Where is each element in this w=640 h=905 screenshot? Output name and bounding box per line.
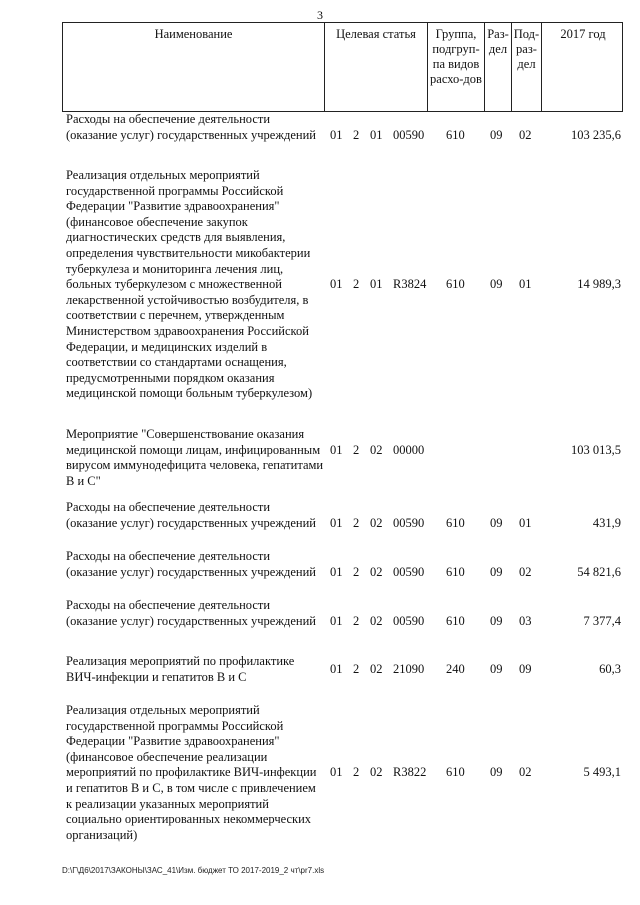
target-code-3: 01 — [370, 127, 383, 142]
target-code-2: 2 — [353, 613, 360, 628]
header-group: Группа, подгруп-па видов расхо-дов — [428, 23, 485, 111]
row-name: Расходы на обеспечение деятельности (оказание услуг) государственных учреждений — [66, 549, 316, 579]
target-code-4: 21090 — [393, 661, 425, 676]
section-code: 09 — [490, 277, 503, 292]
row-name: Реализация мероприятий по профилактике ВИЧ-инфекции и гепатитов В и С — [66, 654, 295, 684]
section-code: 09 — [490, 613, 503, 628]
target-code-1: 01 — [330, 613, 343, 628]
target-code-4: R3824 — [393, 277, 427, 292]
section-code: 09 — [490, 127, 503, 142]
table-row — [62, 703, 623, 843]
section-code: 09 — [490, 564, 503, 579]
target-code-2: 2 — [353, 765, 360, 780]
row-name: Мероприятие "Совершенствование оказания медицинской помощи лицам, инфицированным вирусом иммунодефицита человека, гепатитами В и С" — [66, 427, 324, 488]
target-code-1: 01 — [330, 765, 343, 780]
table-row — [62, 427, 623, 489]
target-code-3: 02 — [370, 613, 383, 628]
target-code-2: 2 — [353, 515, 360, 530]
amount-2017: 14 989,3 — [577, 277, 621, 292]
header-target: Целевая статья — [325, 23, 428, 111]
subsection-code: 09 — [519, 661, 532, 676]
subsection-code: 02 — [519, 127, 532, 142]
header-name: Наименование — [63, 23, 325, 111]
target-code-1: 01 — [330, 277, 343, 292]
file-path-footer: D:\Г\Д6\2017\ЗАКОНЫ\ЗАС_41\Изм. бюджет ТО 2017-2019_2 чт\pr7.xls — [62, 866, 325, 875]
header-subsection: Под-раз-дел — [512, 23, 542, 111]
target-code-4: 00590 — [393, 613, 425, 628]
target-code-1: 01 — [330, 127, 343, 142]
subsection-code: 02 — [519, 765, 532, 780]
target-code-2: 2 — [353, 277, 360, 292]
header-year: 2017 год — [560, 27, 606, 41]
amount-2017: 431,9 — [592, 515, 621, 530]
table-header — [62, 22, 623, 112]
subsection-code: 01 — [519, 277, 532, 292]
target-code-4: 00590 — [393, 127, 425, 142]
amount-2017: 103 013,5 — [571, 442, 621, 457]
target-code-3: 02 — [370, 765, 383, 780]
target-code-1: 01 — [330, 442, 343, 457]
target-code-2: 2 — [353, 442, 360, 457]
target-code-4: 00590 — [393, 564, 425, 579]
target-code-2: 2 — [353, 564, 360, 579]
subsection-code: 01 — [519, 515, 532, 530]
target-code-1: 01 — [330, 515, 343, 530]
table-row — [62, 598, 623, 645]
group-code: 610 — [446, 515, 465, 530]
target-code-1: 01 — [330, 661, 343, 676]
target-code-3: 02 — [370, 515, 383, 530]
subsection-code: 03 — [519, 613, 532, 628]
group-code: 610 — [446, 613, 465, 628]
table-row — [62, 654, 623, 685]
target-code-3: 02 — [370, 661, 383, 676]
amount-2017: 7 377,4 — [583, 613, 621, 628]
section-code: 09 — [490, 661, 503, 676]
group-code: 610 — [446, 564, 465, 579]
group-code: 240 — [446, 661, 465, 676]
row-name: Расходы на обеспечение деятельности (оказание услуг) государственных учреждений — [66, 112, 316, 142]
subsection-code: 02 — [519, 564, 532, 579]
amount-2017: 5 493,1 — [583, 765, 621, 780]
group-code: 610 — [446, 127, 465, 142]
target-code-3: 02 — [370, 442, 383, 457]
section-code: 09 — [490, 765, 503, 780]
header-section: Раз-дел — [485, 23, 512, 111]
target-code-4: 00590 — [393, 515, 425, 530]
target-code-2: 2 — [353, 661, 360, 676]
amount-2017: 60,3 — [599, 661, 621, 676]
target-code-3: 02 — [370, 564, 383, 579]
target-code-4: R3822 — [393, 765, 427, 780]
table-row — [62, 500, 623, 547]
row-name: Реализация отдельных мероприятий государственной программы Российской Федерации "Развитие здравоохранения" (финансовое обеспечение закупок диагностических средств для выявления, определения чувствительности микобактерии туберкулеза и мониторинга лечения лиц, больных туберкулезом с множественной лекарственной устойчивостью возбудителя, в соответствии с перечнем, утвержденным Министерством здравоохранения Российской Федерации, и медицинских изделий в соответствии со стандартами оснащения, предусмотренными порядком оказания медицинской помощи больным туберкулезом) — [66, 168, 313, 401]
target-code-4: 00000 — [393, 442, 425, 457]
table-row — [62, 112, 623, 159]
table-row — [62, 168, 623, 402]
target-code-1: 01 — [330, 564, 343, 579]
group-code: 610 — [446, 277, 465, 292]
table-row — [62, 549, 623, 596]
page-number: 3 — [317, 8, 323, 22]
target-code-2: 2 — [353, 127, 360, 142]
amount-2017: 54 821,6 — [577, 564, 621, 579]
row-name: Расходы на обеспечение деятельности (оказание услуг) государственных учреждений — [66, 598, 316, 628]
group-code: 610 — [446, 765, 465, 780]
row-name: Реализация отдельных мероприятий государственной программы Российской Федерации "Развитие здравоохранения" (финансовое обеспечение реализации мероприятий по профилактике ВИЧ-инфекции и гепатитов В и С, в том числе с привлечением к реализации указанных мероприятий социально ориентированных некоммерческих организаций) — [66, 703, 317, 842]
row-name: Расходы на обеспечение деятельности (оказание услуг) государственных учреждений — [66, 500, 316, 530]
section-code: 09 — [490, 515, 503, 530]
amount-2017: 103 235,6 — [571, 127, 621, 142]
target-code-3: 01 — [370, 277, 383, 292]
